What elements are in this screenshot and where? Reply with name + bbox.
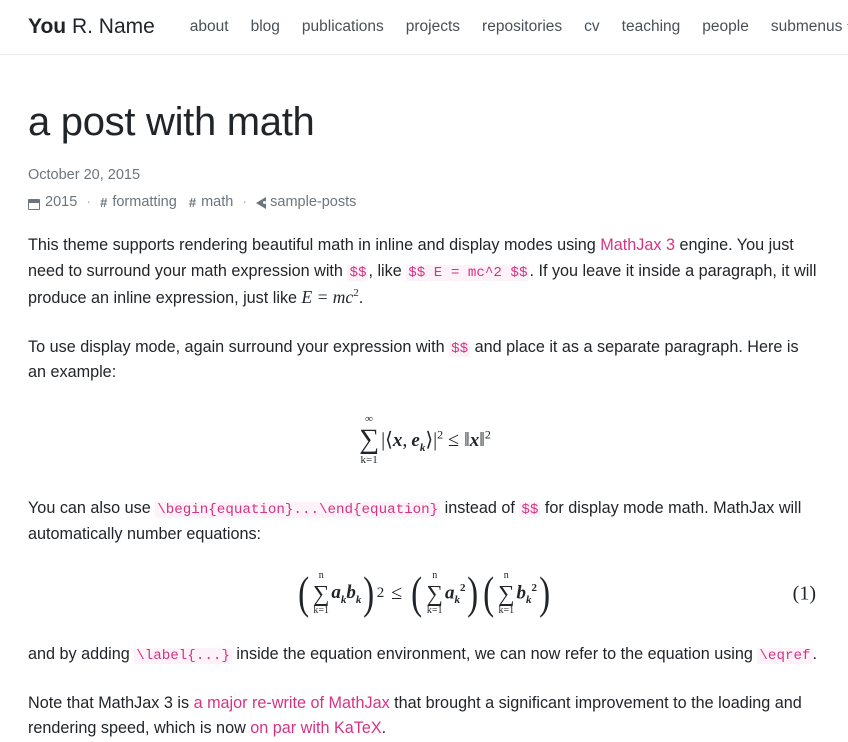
p1-part3: , like	[368, 261, 407, 280]
katex-link[interactable]: on par with KaTeX	[250, 719, 382, 738]
hash-icon	[100, 196, 107, 209]
nav-links	[179, 12, 848, 42]
code-begin-equation: \begin{equation}...\end{equation}	[157, 502, 439, 519]
leq-symbol: ≤	[391, 582, 403, 605]
p5-part3: .	[381, 719, 387, 738]
calendar-icon	[28, 199, 40, 210]
right-paren-2: )	[467, 567, 479, 619]
nav-item-submenus[interactable]	[760, 12, 848, 42]
sum3-lower-limit: k=1	[426, 605, 443, 617]
right-paren-3: )	[539, 567, 551, 619]
p1-part1: This theme supports rendering beautiful math in inline and display modes using	[28, 236, 601, 254]
sum4-upper-limit: n	[503, 570, 509, 582]
sum2-upper-limit: n	[318, 570, 324, 582]
p4-part3: .	[812, 645, 818, 664]
meta-tag-label: sample-posts	[270, 194, 357, 210]
sum2-lower-limit: k=1	[313, 605, 329, 617]
nav-item-teaching[interactable]: teaching	[621, 18, 681, 35]
post-meta	[28, 194, 820, 210]
code-dollar-dollar-2: $$	[451, 340, 469, 357]
term-bk2: $b_k^2$	[516, 581, 537, 606]
right-paren-1: )	[363, 567, 375, 619]
brand-strong-text: You	[28, 15, 67, 38]
nav-item-blog[interactable]: blog	[250, 18, 280, 35]
exponent-2: 2	[376, 585, 385, 602]
paragraph-label-eqref	[28, 642, 820, 668]
meta-category-formatting-label: formatting	[112, 194, 177, 210]
nav-item-projects[interactable]: projects	[405, 18, 461, 35]
left-paren-3: (	[482, 567, 494, 619]
p1-part5: .	[358, 289, 364, 308]
nav-item-cv[interactable]: cv	[584, 18, 600, 35]
sum-upper-limit: ∞	[365, 413, 374, 426]
sigma-icon: ∑	[312, 581, 330, 607]
left-paren-1: (	[297, 567, 309, 619]
term-ak2: $a_k^2$	[444, 581, 466, 606]
top-navbar	[0, 0, 848, 55]
p2-part2: and place it as a separate paragraph. Here is an example:	[28, 337, 799, 382]
p4-part1: and by adding	[28, 645, 135, 664]
paragraph-display-mode	[28, 335, 820, 386]
meta-separator-2: ·	[242, 194, 248, 210]
sigma-icon: ∑	[426, 581, 443, 607]
term-akbk: $a_kb_k$	[331, 581, 362, 606]
tag-icon	[256, 197, 266, 209]
equation-1-expression: |⟨x, $e_k⟩|^2$ ≤ ‖x‖$^2$	[381, 426, 491, 454]
p4-part2: inside the equation environment, we can now refer to the equation using	[231, 645, 758, 664]
paragraph-equation-env	[28, 496, 820, 547]
inline-math-emc2: $E = mc^2$	[301, 287, 359, 308]
left-paren-2: (	[411, 567, 423, 619]
nav-item-publications[interactable]: publications	[301, 18, 384, 35]
summation-symbol	[359, 414, 379, 466]
site-brand[interactable]	[28, 15, 155, 39]
p5-part2: that brought a significant improvement to the loading and rendering speed, which is now	[28, 693, 802, 738]
sigma-icon: ∑	[359, 424, 380, 456]
p1-part4: . If you leave it inside a paragraph, it will produce an inline expression, just like	[28, 261, 817, 308]
rewrite-link[interactable]: a major re-write of MathJax	[193, 693, 390, 712]
sum-lower-limit: k=1	[360, 454, 378, 467]
meta-category-formatting[interactable]	[100, 194, 177, 210]
paragraph-intro	[28, 233, 820, 312]
post-date: October 20, 2015	[28, 167, 141, 183]
code-dollar-dollar: $$	[349, 264, 367, 281]
p3-part2: instead of	[440, 499, 520, 518]
meta-tag-sample-posts[interactable]	[256, 194, 356, 210]
meta-year[interactable]	[28, 194, 77, 210]
p5-part1: Note that MathJax 3 is	[28, 693, 194, 712]
summation-symbol-4	[498, 571, 514, 616]
mathjax3-link[interactable]: MathJax 3	[600, 236, 675, 254]
code-label: \label{...}	[136, 648, 230, 665]
meta-separator: ·	[86, 194, 92, 210]
p1-part2: engine. You just need to surround your math expression with	[28, 236, 794, 280]
meta-category-math[interactable]	[189, 194, 233, 210]
brand-rest-text: R. Name	[66, 15, 155, 38]
sum4-lower-limit: k=1	[498, 605, 515, 617]
meta-category-math-label: math	[201, 194, 234, 210]
hash-icon	[189, 196, 196, 209]
code-emc2: $$ E = mc^2 $$	[408, 264, 528, 281]
p2-part1: To use display mode, again surround your expression with	[28, 337, 450, 356]
meta-year-label: 2015	[45, 194, 78, 210]
equation-number: (1)	[792, 582, 816, 605]
p3-part1: You can also use	[28, 499, 156, 518]
display-equation-1	[28, 414, 820, 466]
page-title: a post with math	[28, 100, 315, 144]
summation-symbol-3	[427, 571, 443, 616]
sigma-icon: ∑	[498, 581, 515, 607]
nav-item-submenus-label: submenus	[770, 18, 843, 35]
nav-item-repositories[interactable]: repositories	[482, 18, 563, 35]
code-eqref: \eqref	[759, 648, 811, 665]
nav-item-people[interactable]: people	[702, 18, 749, 35]
nav-item-about[interactable]: about	[189, 18, 229, 35]
display-equation-2	[28, 567, 820, 619]
post-content	[0, 100, 848, 742]
paragraph-mathjax-note	[28, 691, 820, 742]
p3-part3: for display mode math. MathJax will automatically number equations:	[28, 499, 802, 543]
sum3-upper-limit: n	[432, 570, 438, 582]
code-dollar-dollar-3: $$	[521, 502, 539, 519]
summation-symbol-2	[313, 571, 329, 616]
